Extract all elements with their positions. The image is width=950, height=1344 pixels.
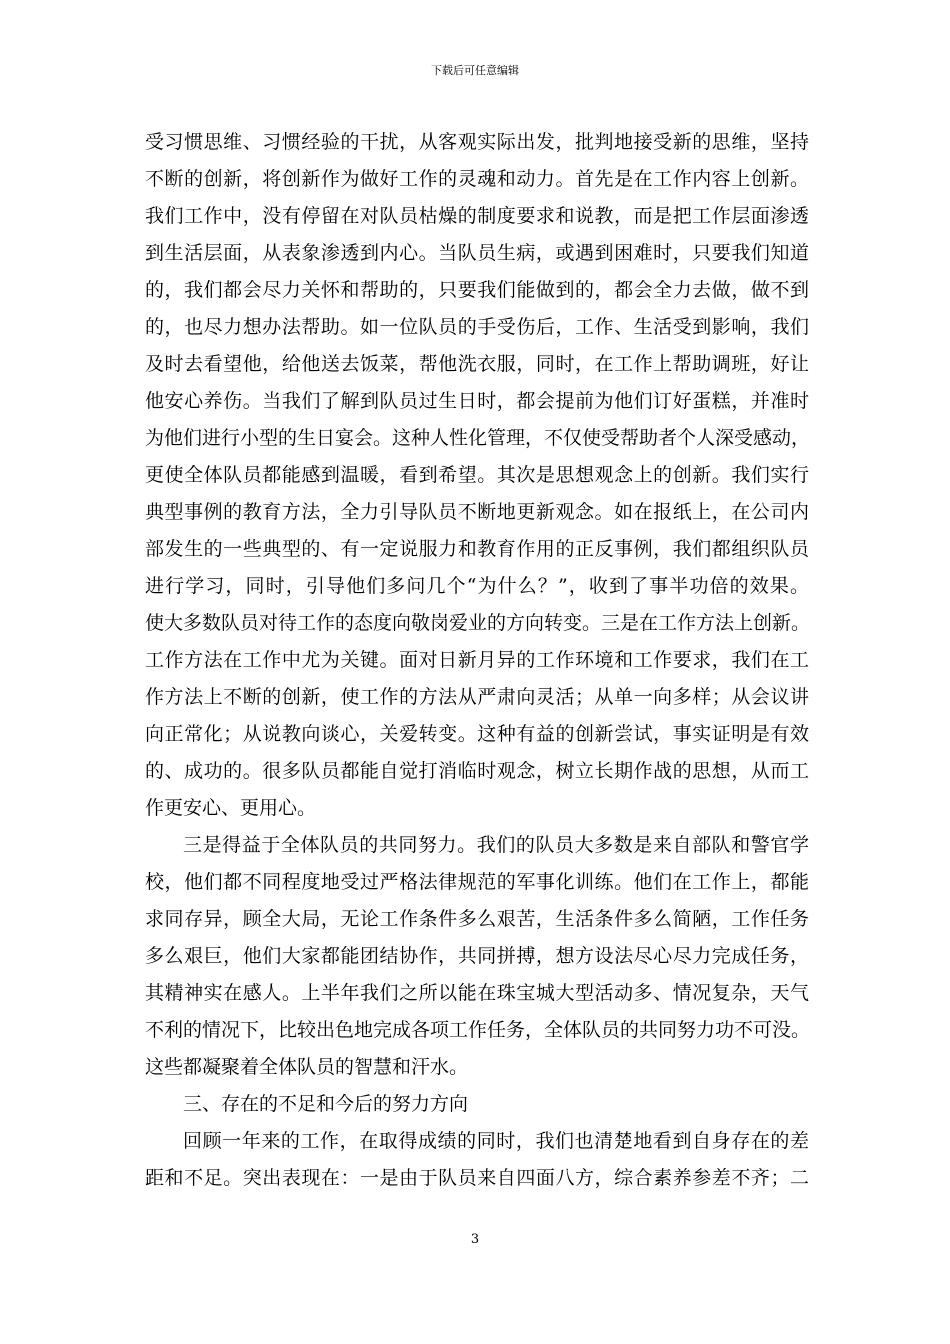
- text-line: 工作方法在工作中尤为关键。面对日新月异的工作环境和工作要求，我们在工: [145, 649, 809, 671]
- text-line: 作方法上不断的创新，使工作的方法从严肃向灵活；从单一向多样；从会议讲: [145, 686, 809, 708]
- document-body: [145, 124, 809, 1197]
- text-line: 距和不足。突出表现在：一是由于队员来自四面八方，综合素养参差不齐；二: [145, 1167, 809, 1189]
- text-line: 求同存异，顾全大局，无论工作条件多么艰苦，生活条件多么简陋，工作任务: [145, 908, 809, 930]
- text-line: 回顾一年来的工作，在取得成绩的同时，我们也清楚地看到自身存在的差: [183, 1130, 809, 1152]
- text-line: 作更安心、更用心。: [145, 797, 317, 819]
- text-line: 更使全体队员都能感到温暖，看到希望。其次是思想观念上的创新。我们实行: [145, 464, 809, 486]
- text-line: 及时去看望他，给他送去饭菜，帮他洗衣服，同时，在工作上帮助调班，好让: [145, 353, 809, 375]
- text-line: 受习惯思维、习惯经验的干扰，从客观实际出发，批判地接受新的思维，坚持: [145, 131, 809, 153]
- text-line: 为他们进行小型的生日宴会。这种人性化管理，不仅使受帮助者个人深受感动，: [145, 427, 811, 449]
- text-line: 到生活层面，从表象渗透到内心。当队员生病，或遇到困难时，只要我们知道: [145, 242, 809, 264]
- paragraph: [145, 124, 809, 827]
- page-number: 3: [470, 1232, 480, 1247]
- text-line: 的、成功的。很多队员都能自觉打消临时观念，树立长期作战的思想，从而工: [145, 760, 809, 782]
- paragraph: [145, 1123, 809, 1197]
- text-line: 其精神实在感人。上半年我们之所以能在珠宝城大型活动多、情况复杂，天气: [145, 982, 809, 1004]
- text-line: 不断的创新，将创新作为做好工作的灵魂和动力。首先是在工作内容上创新。: [145, 168, 809, 190]
- text-line: 典型事例的教育方法，全力引导队员不断地更新观念。如在报纸上，在公司内: [145, 501, 809, 523]
- text-line: 他安心养伤。当我们了解到队员过生日时，都会提前为他们订好蛋糕，并准时: [145, 390, 809, 412]
- text-line: 的，也尽力想办法帮助。如一位队员的手受伤后，工作、生活受到影响，我们: [145, 316, 809, 338]
- text-line: 部发生的一些典型的、有一定说服力和教育作用的正反事例，我们都组织队员: [145, 538, 809, 560]
- text-line: 三是得益于全体队员的共同努力。我们的队员大多数是来自部队和警官学: [183, 834, 809, 856]
- text-line: 使大多数队员对待工作的态度向敬岗爱业的方向转变。三是在工作方法上创新。: [145, 612, 811, 634]
- text-line: 多么艰巨，他们大家都能团结协作，共同拼搏，想方设法尽心尽力完成任务，: [145, 945, 809, 967]
- text-line: 进行学习，同时，引导他们多问几个“为什么？”，收到了事半功倍的效果。: [145, 575, 809, 597]
- text-line: 向正常化；从说教向谈心，关爱转变。这种有益的创新尝试，事实证明是有效: [145, 723, 809, 745]
- text-line: 的，我们都会尽力关怀和帮助的，只要我们能做到的，都会全力去做，做不到: [145, 279, 809, 301]
- text-line: 不利的情况下，比较出色地完成各项工作任务，全体队员的共同努力功不可没。: [145, 1019, 811, 1041]
- text-line: 我们工作中，没有停留在对队员枯燥的制度要求和说教，而是把工作层面渗透: [145, 205, 809, 227]
- text-line: 这些都凝聚着全体队员的智慧和汗水。: [145, 1056, 469, 1078]
- page-header: 下载后可任意编辑: [431, 64, 519, 77]
- paragraph: [145, 1086, 809, 1123]
- text-line: 校，他们都不同程度地受过严格法律规范的军事化训练。他们在工作上，都能: [145, 871, 809, 893]
- paragraph: [145, 827, 809, 1086]
- text-line: 三、存在的不足和今后的努力方向: [183, 1093, 469, 1115]
